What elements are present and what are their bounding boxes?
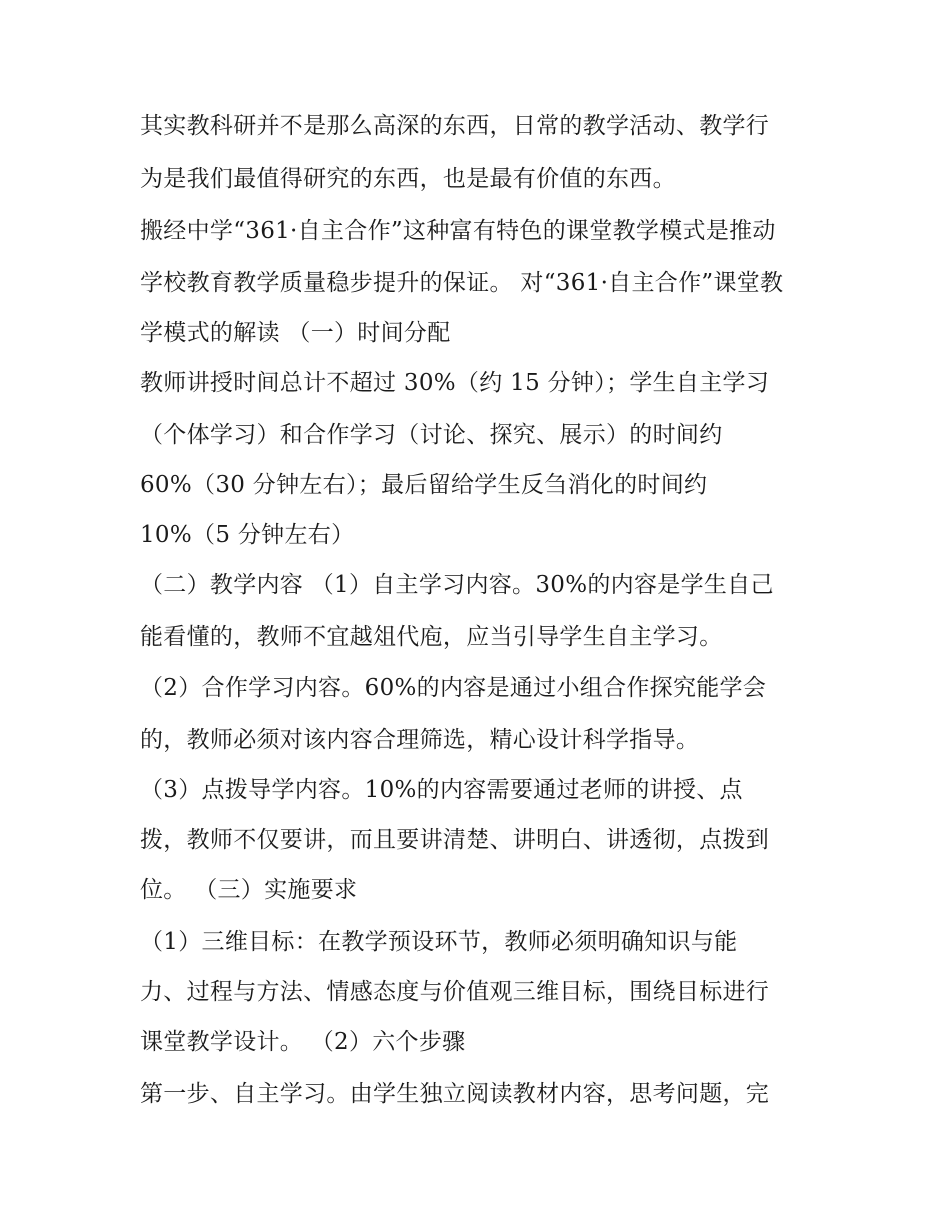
text-line: 10%（5 分钟左右）	[140, 522, 355, 548]
text-line: 能看懂的，教师不宜越俎代庖，应当引导学生自主学习。	[140, 624, 723, 650]
text-line: 课堂教学设计。 （2）六个步骤	[140, 1029, 466, 1055]
text-line: （2）合作学习内容。60%的内容是通过小组合作探究能学会	[140, 675, 767, 701]
text-line: 位。 （三）实施要求	[140, 877, 358, 903]
text-line: 学模式的解读 （一）时间分配	[140, 320, 451, 346]
text-line: 其实教科研并不是那么高深的东西，日常的教学活动、教学行	[140, 113, 770, 139]
text-line: 搬经中学“361·自主合作”这种富有特色的课堂教学模式是推动	[140, 218, 776, 244]
text-line: （二）教学内容 （1）自主学习内容。30%的内容是学生自己	[140, 572, 774, 598]
text-line: （3）点拨导学内容。10%的内容需要通过老师的讲授、点	[140, 777, 743, 803]
text-line: 拨，教师不仅要讲，而且要讲清楚、讲明白、讲透彻，点拨到	[140, 827, 770, 853]
text-line: 60%（30 分钟左右）；最后留给学生反刍消化的时间约	[140, 472, 708, 498]
text-line: 第一步、自主学习。由学生独立阅读教材内容，思考问题，完	[140, 1081, 770, 1107]
text-line: 的，教师必须对该内容合理筛选，精心设计科学指导。	[140, 727, 700, 753]
text-line: 教师讲授时间总计不超过 30%（约 15 分钟）；学生自主学习	[140, 370, 770, 396]
text-line: （1）三维目标：在教学预设环节，教师必须明确知识与能	[140, 929, 738, 955]
text-line: 学校教育教学质量稳步提升的保证。 对“361·自主合作”课堂教	[140, 270, 784, 296]
text-line: 力、过程与方法、情感态度与价值观三维目标，围绕目标进行	[140, 979, 770, 1005]
text-line: （个体学习）和合作学习（讨论、探究、展示）的时间约	[140, 422, 723, 448]
text-line: 为是我们最值得研究的东西，也是最有价值的东西。	[140, 166, 676, 192]
